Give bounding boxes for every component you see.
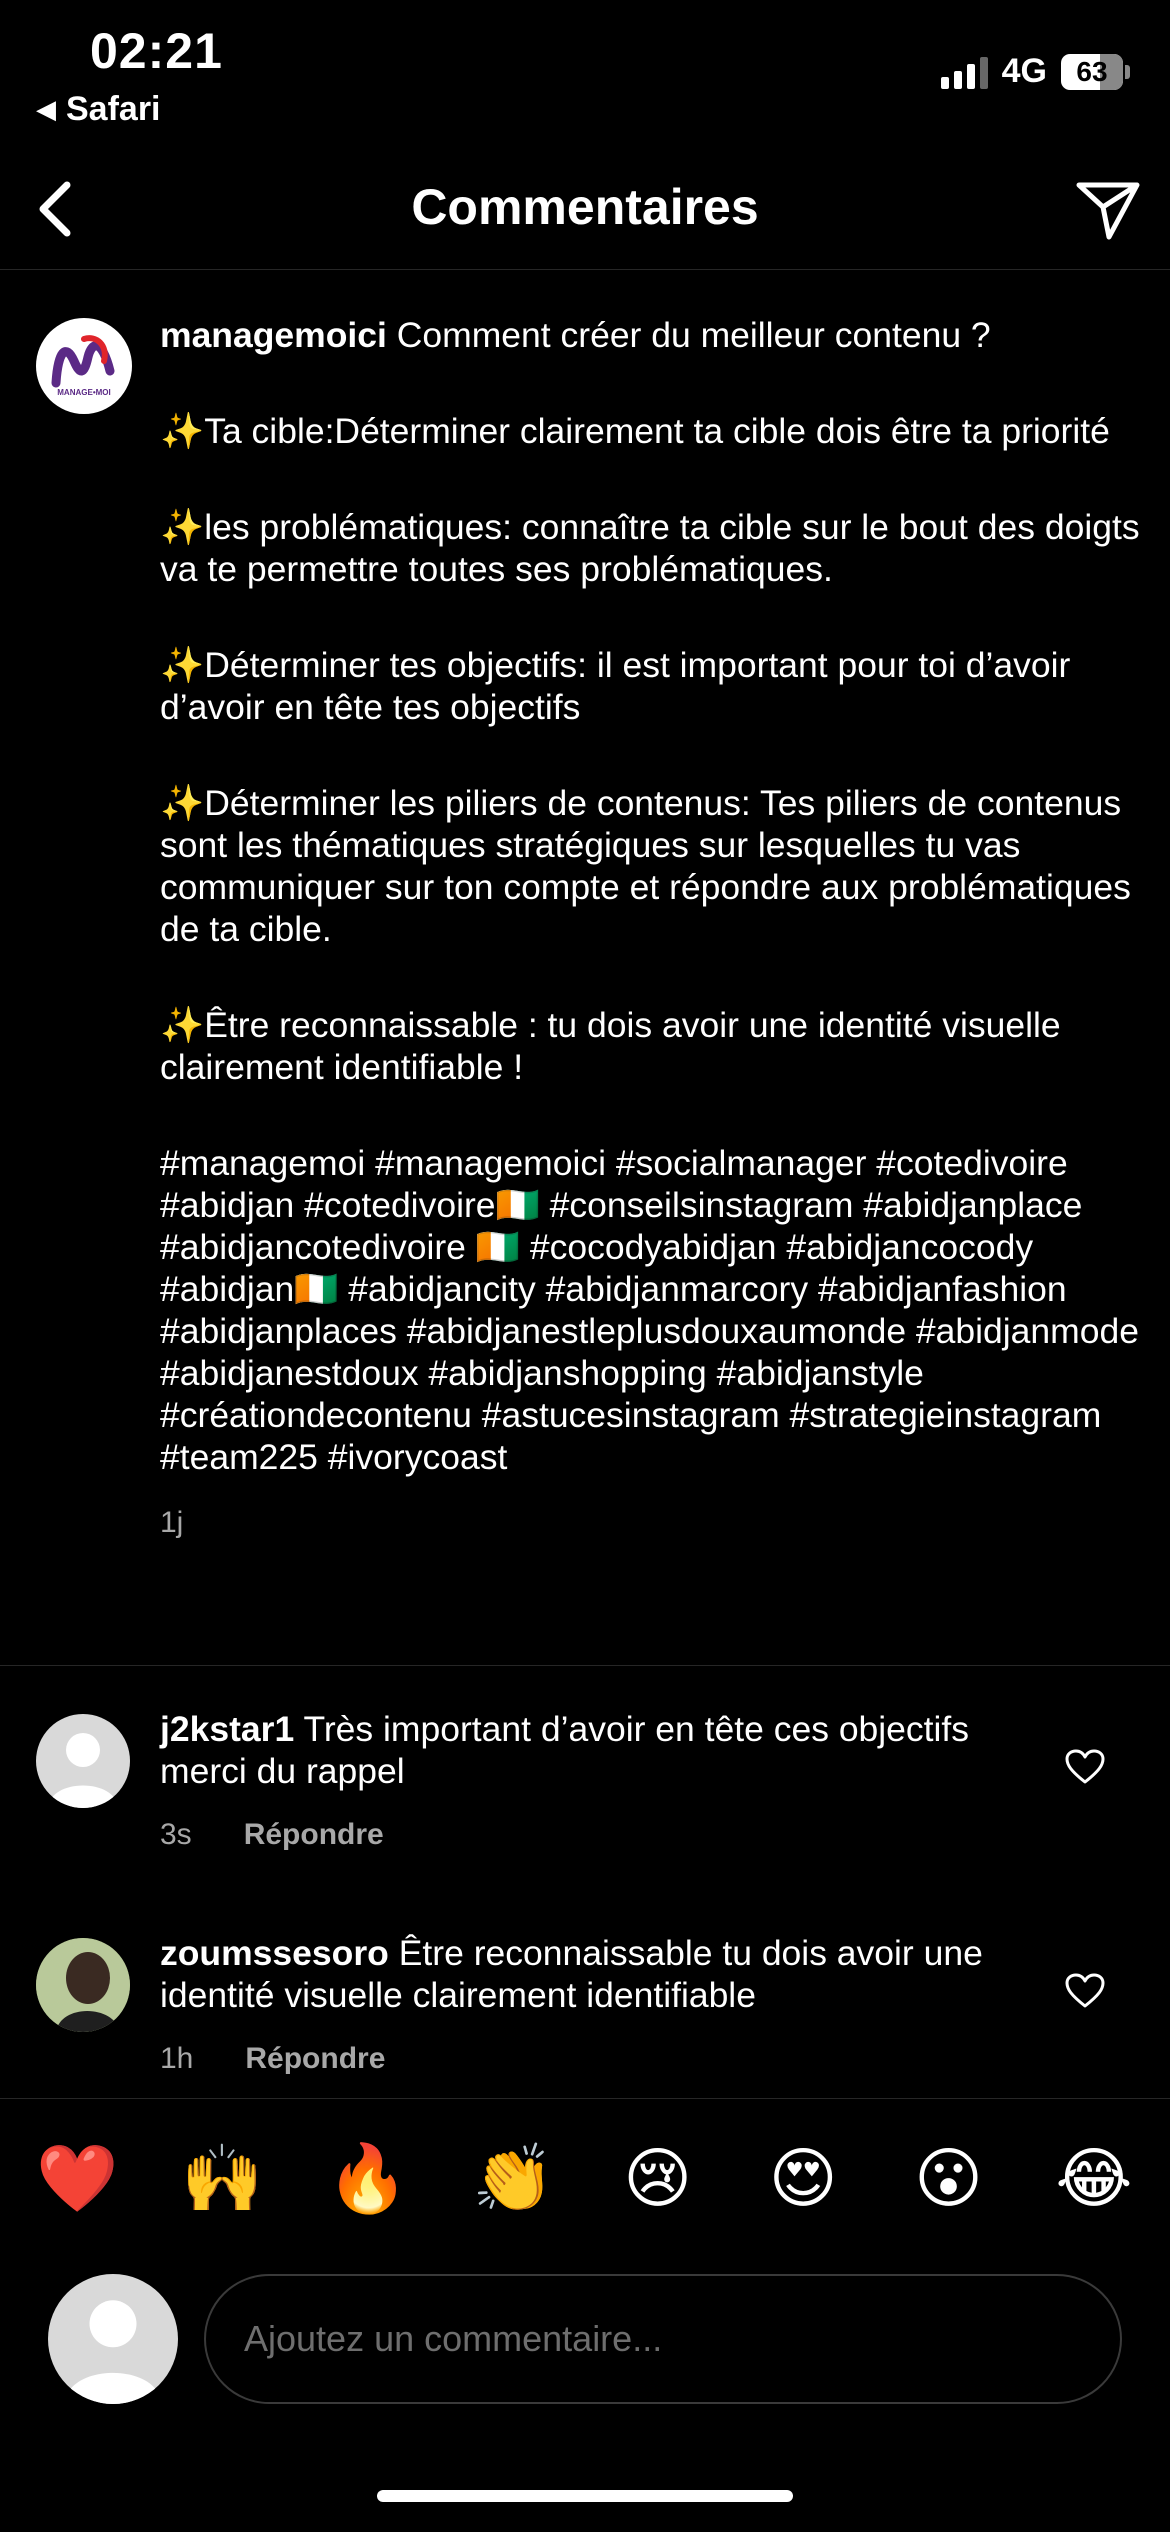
back-app-label: Safari (66, 90, 161, 128)
comment-input[interactable] (204, 2274, 1122, 2404)
status-indicators (941, 52, 1130, 91)
avatar[interactable] (36, 1714, 130, 1808)
back-triangle-icon: ◀ (36, 94, 56, 124)
heart-eyes-emoji-button[interactable]: 😍 (768, 2140, 838, 2217)
comment-item (0, 1700, 1170, 1860)
author-avatar[interactable] (36, 318, 132, 414)
caption-paragraph: ✨les problématiques: connaître ta cible sur le bout des doigts va te permettre toutes ses problématiques. (160, 507, 1140, 589)
comment-body: Être reconnaissable tu dois avoir une identité visuelle clairement identifiable (160, 1933, 983, 2015)
post-caption (0, 270, 1170, 1666)
caption-paragraph: ✨Ta cible:Déterminer clairement ta cible dois être ta priorité (160, 411, 1110, 451)
header (0, 150, 1170, 270)
brand-logo (44, 331, 124, 401)
comment-time: 3s (160, 1818, 192, 1851)
status-time: 02:21 (90, 23, 223, 79)
user-photo-icon (36, 1938, 130, 2032)
comment-item (0, 1924, 1170, 2084)
signal-icon (941, 55, 988, 89)
caption-body (160, 314, 1140, 1544)
caption-hashtags[interactable]: #managemoi #managemoici #socialmanager #cotedivoire #abidjan #cotedivoire🇨🇮 #conseilsinstagram #abidjanplace #abidjancotedivoire 🇨🇮 #cocodyabidjan #abidjancocody #abidjan🇨🇮 #abidjancity #abidjanmarcory #abidjanfashion #abidjanplaces #abidjanestleplusdouxaumonde #abidjanmode #abidjanestdoux #abidjanshopping #abidjanstyle #créationdecontenu #astucesinstagram #strategieinstagram #team225 #ivorycoast (160, 1143, 1139, 1477)
caption-intro: Comment créer du meilleur contenu ? (396, 315, 991, 355)
crying-emoji-button[interactable]: 😢 (623, 2140, 693, 2217)
comment-text (160, 1932, 1040, 2016)
comment-composer (0, 2270, 1170, 2405)
comment-time: 1h (160, 2042, 194, 2075)
comment-meta (160, 2042, 385, 2076)
reply-button[interactable]: Répondre (245, 2042, 386, 2075)
caption-username[interactable]: managemoici (160, 315, 387, 355)
comment-username[interactable]: j2kstar1 (160, 1709, 295, 1749)
caption-paragraph: ✨Déterminer tes objectifs: il est important pour toi d’avoir d’avoir en tête tes objectifs (160, 645, 1071, 727)
default-avatar-icon (48, 2274, 178, 2404)
comment-meta (160, 1818, 384, 1852)
comment-body: Très important d’avoir en tête ces objectifs merci du rappel (160, 1709, 970, 1791)
heart-icon (1065, 1973, 1105, 2009)
default-avatar-icon (36, 1714, 130, 1808)
page-title: Commentaires (411, 179, 759, 235)
my-avatar (48, 2274, 178, 2404)
like-button[interactable] (1060, 1742, 1110, 1792)
home-indicator[interactable] (377, 2490, 793, 2502)
heart-emoji-button[interactable]: ❤️ (36, 2139, 119, 2217)
network-type: 4G (1001, 52, 1047, 90)
battery-icon (1061, 54, 1130, 90)
emoji-reaction-bar (0, 2098, 1170, 2258)
back-to-app-link[interactable] (36, 90, 161, 129)
raised-hands-emoji-button[interactable]: 🙌 (181, 2139, 264, 2217)
paper-plane-icon (1075, 179, 1141, 241)
like-button[interactable] (1060, 1966, 1110, 2016)
reply-button[interactable]: Répondre (243, 1818, 384, 1851)
share-button[interactable] (1068, 170, 1148, 250)
surprised-emoji-button[interactable]: 😮 (914, 2140, 983, 2217)
laughing-emoji-button[interactable]: 😂 (1055, 2140, 1133, 2217)
caption-paragraph: ✨Déterminer les piliers de contenus: Tes piliers de contenus sont les thématiques stratégiques sur lesquelles tu vas communiquer sur ton compte et répondre aux problématiques de ta cible. (160, 783, 1131, 949)
clapping-emoji-button[interactable]: 👏 (472, 2139, 555, 2217)
caption-timestamp: 1j (160, 1506, 184, 1539)
battery-level: 63 (1076, 55, 1108, 87)
comment-text (160, 1708, 1040, 1792)
brand-logo-text: MANAGE•MOI (57, 388, 111, 397)
caption-paragraph: ✨Être reconnaissable : tu dois avoir une identité visuelle clairement identifiable ! (160, 1005, 1061, 1087)
fire-emoji-button[interactable]: 🔥 (326, 2139, 410, 2217)
heart-icon (1065, 1749, 1105, 1785)
avatar[interactable] (36, 1938, 130, 2032)
comment-username[interactable]: zoumssesoro (160, 1933, 389, 1973)
